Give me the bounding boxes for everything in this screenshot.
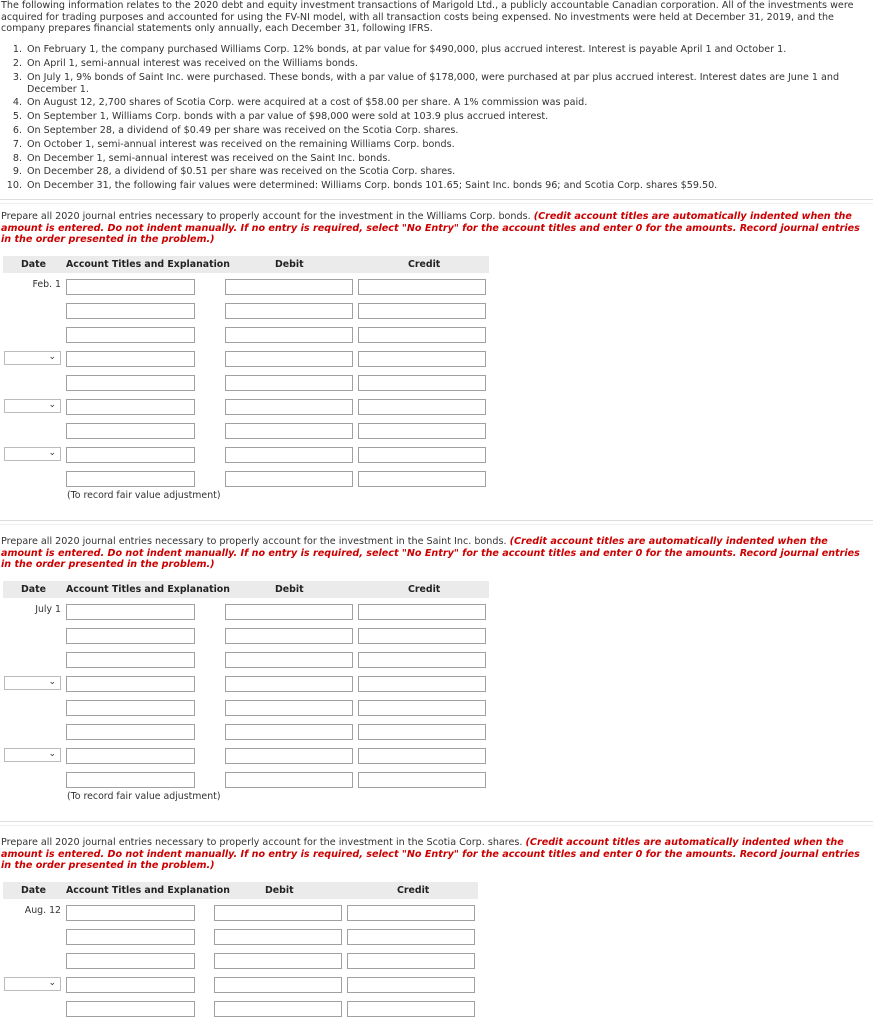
debit-input[interactable] [225, 676, 353, 692]
account-title-input[interactable] [66, 772, 195, 788]
list-item: 4. On August 12, 2,700 shares of Scotia Corp. were acquired at a cost of $58.00 per share. A 1% commission was paid. [12, 97, 588, 109]
account-title-input[interactable] [66, 447, 195, 463]
chevron-down-icon: ⌄ [48, 677, 56, 687]
debit-input[interactable] [225, 447, 353, 463]
credit-input[interactable] [358, 447, 486, 463]
credit-input[interactable] [358, 351, 486, 367]
section-prompt-scotia: Prepare all 2020 journal entries necessary to properly account for the investment in the Scotia Corp. shares. (Credit account titles are automatically indented when the amount is entered. Do not indent manually. If no entry is required, select "No Entry" for the account titles and enter 0 for the amounts. Record journal entries in the order presented in the problem.) [1, 837, 860, 871]
entry-date: July 1 [35, 604, 61, 615]
debit-input[interactable] [214, 929, 342, 945]
list-item: 7. On October 1, semi-annual interest was received on the remaining Williams Corp. bonds. [12, 138, 455, 150]
credit-input[interactable] [358, 604, 486, 620]
journal-table-header: Date Account Titles and Explanation Debit Credit [3, 882, 478, 899]
account-title-input[interactable] [66, 977, 195, 993]
account-title-input[interactable] [66, 399, 195, 415]
account-title-input[interactable] [66, 905, 195, 921]
credit-input[interactable] [358, 748, 486, 764]
account-title-input[interactable] [66, 471, 195, 487]
credit-input[interactable] [358, 724, 486, 740]
section-prompt-williams: Prepare all 2020 journal entries necessary to properly account for the investment in the Williams Corp. bonds. (Credit account titles are automatically indented when the amount is entered. Do not indent manually. If no entry is required, select "No Entry" for the account titles and enter 0 for the amounts. Record journal entries in the order presented in the problem.) [1, 211, 860, 245]
account-title-input[interactable] [66, 279, 195, 295]
credit-input[interactable] [358, 471, 486, 487]
divider [0, 821, 873, 822]
debit-input[interactable] [225, 724, 353, 740]
account-title-input[interactable] [66, 929, 195, 945]
debit-input[interactable] [225, 628, 353, 644]
debit-input[interactable] [214, 953, 342, 969]
credit-input[interactable] [358, 772, 486, 788]
chevron-down-icon: ⌄ [48, 978, 56, 988]
account-title-input[interactable] [66, 351, 195, 367]
debit-input[interactable] [225, 327, 353, 343]
list-item: 8. On December 1, semi-annual interest was received on the Saint Inc. bonds. [12, 152, 391, 164]
chevron-down-icon: ⌄ [48, 749, 56, 759]
list-item: 3. On July 1, 9% bonds of Saint Inc. were purchased. These bonds, with a par value of $178,000, were purchased at par plus accrued interest. Interest dates are June 1 and December 1. [12, 71, 840, 95]
account-title-input[interactable] [66, 953, 195, 969]
account-title-input[interactable] [66, 303, 195, 319]
credit-input[interactable] [358, 279, 486, 295]
date-select[interactable] [4, 676, 61, 690]
account-title-input[interactable] [66, 327, 195, 343]
credit-input[interactable] [358, 700, 486, 716]
list-item: 1. On February 1, the company purchased Williams Corp. 12% bonds, at par value for $490,000, plus accrued interest. Interest is payable April 1 and October 1. [12, 44, 787, 55]
chevron-down-icon: ⌄ [48, 352, 56, 362]
account-title-input[interactable] [66, 423, 195, 439]
account-title-input[interactable] [66, 375, 195, 391]
date-select[interactable] [4, 351, 61, 365]
problem-intro: The following information relates to the 2020 debt and equity investment transactions of Marigold Ltd., a publicly accountable Canadian corporation. All of the investments were acquired for trading purposes and accounted for using the FV-NI model, with all transaction costs being expensed. No investments were held at December 31, 2019, and the company prepares financial statements only annually, each December 31, following IFRS. [1, 0, 854, 34]
debit-input[interactable] [214, 905, 342, 921]
date-select[interactable] [4, 399, 61, 413]
account-title-input[interactable] [66, 700, 195, 716]
divider [0, 524, 873, 525]
credit-input[interactable] [347, 929, 475, 945]
chevron-down-icon: ⌄ [48, 448, 56, 458]
entry-note: (To record fair value adjustment) [67, 791, 221, 802]
credit-input[interactable] [358, 327, 486, 343]
debit-input[interactable] [225, 772, 353, 788]
credit-input[interactable] [358, 423, 486, 439]
credit-input[interactable] [347, 977, 475, 993]
entry-date: Aug. 12 [24, 905, 61, 916]
debit-input[interactable] [225, 471, 353, 487]
account-title-input[interactable] [66, 724, 195, 740]
transactions-list [0, 44, 873, 194]
debit-input[interactable] [225, 604, 353, 620]
debit-input[interactable] [225, 700, 353, 716]
date-select[interactable] [4, 748, 61, 762]
chevron-down-icon: ⌄ [48, 400, 56, 410]
debit-input[interactable] [225, 399, 353, 415]
divider [0, 825, 873, 826]
date-select[interactable] [4, 977, 61, 991]
list-item: 6. On September 28, a dividend of $0.49 per share was received on the Scotia Corp. shares. [12, 124, 459, 136]
credit-input[interactable] [358, 399, 486, 415]
account-title-input[interactable] [66, 628, 195, 644]
credit-input[interactable] [347, 953, 475, 969]
credit-input[interactable] [358, 375, 486, 391]
divider [0, 203, 873, 204]
list-item: 9. On December 28, a dividend of $0.51 per share was received on the Scotia Corp. shares. [12, 166, 456, 178]
account-title-input[interactable] [66, 604, 195, 620]
debit-input[interactable] [225, 351, 353, 367]
account-title-input[interactable] [66, 1001, 195, 1017]
debit-input[interactable] [225, 375, 353, 391]
debit-input[interactable] [214, 977, 342, 993]
credit-input[interactable] [347, 1001, 475, 1017]
debit-input[interactable] [225, 748, 353, 764]
account-title-input[interactable] [66, 652, 195, 668]
entry-date: Feb. 1 [32, 279, 61, 290]
debit-input[interactable] [225, 423, 353, 439]
credit-input[interactable] [347, 905, 475, 921]
credit-input[interactable] [358, 652, 486, 668]
divider [0, 520, 873, 521]
divider [0, 199, 873, 200]
credit-input[interactable] [358, 628, 486, 644]
journal-table-header: Date Account Titles and Explanation Debit Credit [3, 581, 489, 598]
entry-note: (To record fair value adjustment) [67, 490, 221, 501]
account-title-input[interactable] [66, 748, 195, 764]
debit-input[interactable] [225, 303, 353, 319]
date-select[interactable] [4, 447, 61, 461]
list-item: 2. On April 1, semi-annual interest was received on the Williams bonds. [12, 57, 358, 69]
section-prompt-saint: Prepare all 2020 journal entries necessary to properly account for the investment in the Saint Inc. bonds. (Credit account titles are automatically indented when the amount is entered. Do not indent manually. If no entry is required, select "No Entry" for the account titles and enter 0 for the amounts. Record journal entries in the order presented in the problem.) [1, 536, 860, 570]
debit-input[interactable] [225, 652, 353, 668]
journal-table-header: Date Account Titles and Explanation Debit Credit [3, 256, 489, 273]
account-title-input[interactable] [66, 676, 195, 692]
debit-input[interactable] [225, 279, 353, 295]
list-item: 5. On September 1, Williams Corp. bonds with a par value of $98,000 were sold at 103.9 plus accrued interest. [12, 111, 549, 123]
debit-input[interactable] [214, 1001, 342, 1017]
credit-input[interactable] [358, 676, 486, 692]
credit-input[interactable] [358, 303, 486, 319]
list-item: 10. On December 31, the following fair values were determined: Williams Corp. bonds 101.65; Saint Inc. bonds 96; and Scotia Corp. shares $59.50. [6, 180, 718, 192]
